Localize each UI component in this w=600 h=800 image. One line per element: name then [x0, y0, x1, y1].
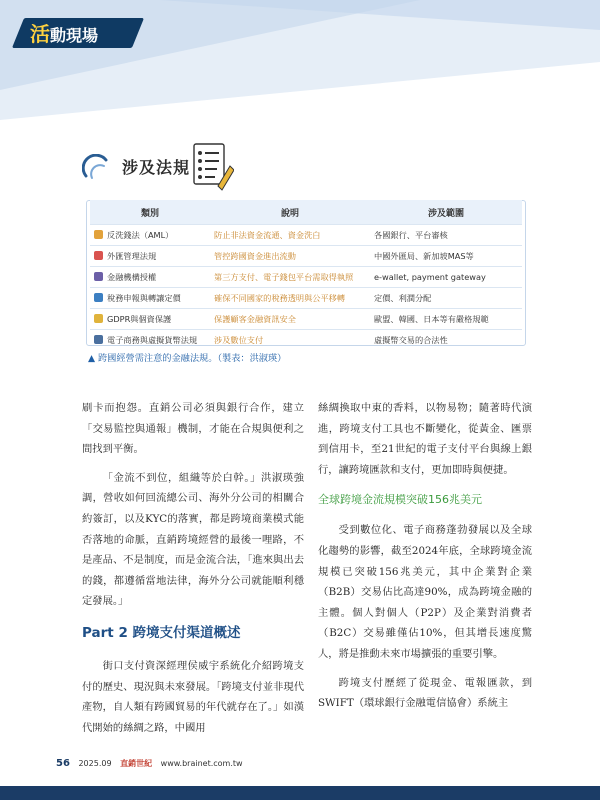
cell-category: [90, 246, 210, 267]
table-row: [90, 267, 522, 288]
chart-icon: [94, 293, 103, 302]
figure-title-wrap: [82, 148, 402, 188]
bank-icon: [94, 230, 103, 239]
cart-icon: [94, 335, 103, 344]
header-category: 類別: [90, 200, 210, 225]
subheading-green: 全球跨境金流規模突破156兆美元: [318, 493, 482, 507]
website-url: www.brainet.com.tw: [160, 759, 243, 768]
category-text: 電子商務與虛擬貨幣法規: [107, 334, 198, 345]
section-label-rest: 動現場: [50, 26, 99, 45]
section-heading-part2: Part 2 跨境支付渠道概述: [82, 624, 241, 641]
issue-date: 2025.09: [78, 759, 112, 768]
paragraph: 「金流不到位，組織等於白幹。」洪淑瑛強調，營收如何回流總公司、海外分公司的相關合約簽訂，以及KYC的落實，都是跨境商業模式能否落地的命脈，直銷跨境經營的最後一哩路，不是產品、不是制度，而是金流合法，「進來與出去的錢，都遵循當地法律，海外分公司就能順利穩定發展。」: [82, 471, 304, 608]
paragraph: 街口支付資深經理侯威宇系統化介紹跨境支付的歷史、現況與未來發展。「跨境支付並非現代產物，自人類有跨國貿易的年代就存在了。」如漢代開始的絲綢之路，中國用: [82, 659, 304, 734]
paragraph: 跨境支付歷經了從現金、電報匯款，到SWIFT（環球銀行金融電信協會）系統主: [318, 676, 532, 710]
cell-scope: 各國銀行、平台審核: [370, 225, 522, 246]
checklist-icon: [190, 140, 234, 196]
category-text: 反洗錢法（AML）: [107, 229, 174, 240]
header-desc: 說明: [210, 200, 370, 225]
table-row: [90, 330, 522, 351]
cell-scope: 歐盟、韓國、日本等有嚴格規範: [370, 309, 522, 330]
section-label-highlight: 活: [30, 22, 50, 46]
category-text: 外匯管理法規: [107, 250, 157, 261]
figure-caption: ▲ 跨國經營需注意的金融法規。（製表：洪淑瑛）: [88, 353, 287, 364]
cell-scope: 虛擬幣交易的合法性: [370, 330, 522, 351]
category-text: GDPR與個資保護: [107, 313, 172, 324]
swoosh-icon: [82, 154, 112, 182]
article-column-left: [82, 398, 304, 746]
building-icon: [94, 272, 103, 281]
category-text: 稅務申報與轉讓定價: [107, 292, 181, 303]
section-label: [30, 21, 98, 47]
regulation-table: [90, 200, 522, 350]
table-row: [90, 309, 522, 330]
lock-icon: [94, 314, 103, 323]
cell-category: [90, 267, 210, 288]
cell-desc: 管控跨國資金進出流動: [210, 246, 370, 267]
table-row: [90, 246, 522, 267]
exchange-icon: [94, 251, 103, 260]
cell-desc: 防止非法資金流通、資金洗白: [210, 225, 370, 246]
cell-desc: 涉及數位支付: [210, 330, 370, 351]
cell-desc: 確保不同國家的稅務透明與公平移轉: [210, 288, 370, 309]
article-column-right: [318, 398, 532, 722]
category-text: 金融機構授權: [107, 271, 157, 282]
paragraph: 刷卡而抱怨。直銷公司必須與銀行合作，建立「交易監控與通報」機制，才能在合規與便利之間找到平衡。: [82, 402, 304, 456]
page-footer: [56, 758, 243, 769]
magazine-logo: 直銷世紀: [120, 759, 153, 768]
cell-desc: 保護顧客金融資訊安全: [210, 309, 370, 330]
cell-category: [90, 330, 210, 351]
page-number: 56: [56, 758, 70, 769]
paragraph: 絲綢換取中東的香料，以物易物；隨著時代演進，跨境支付工具也不斷變化，從黃金、匯票到信用卡，至21世紀的電子支付平台與線上銀行，讓跨境匯款和支付，更加即時與便捷。: [318, 402, 532, 476]
cell-category: [90, 309, 210, 330]
cell-scope: e-wallet, payment gateway: [370, 267, 522, 288]
table-row: [90, 225, 522, 246]
cell-scope: 中國外匯局、新加坡MAS等: [370, 246, 522, 267]
cell-category: [90, 225, 210, 246]
table-header-row: [90, 200, 522, 225]
cell-desc: 第三方支付、電子錢包平台需取得執照: [210, 267, 370, 288]
header-scope: 涉及範圍: [370, 200, 522, 225]
cell-scope: 定價、利潤分配: [370, 288, 522, 309]
cell-category: [90, 288, 210, 309]
figure-title: 涉及法規: [122, 158, 191, 177]
footer-bar: [0, 786, 600, 800]
paragraph: 受到數位化、電子商務蓬勃發展以及全球化趨勢的影響，截至2024年底，全球跨境金流規模已突破156兆美元，其中企業對企業（B2B）交易佔比高達90%，成為跨境金融的主體。個人對個人（P2P）及企業對消費者（B2C）交易雖僅佔10%，但其增長速度驚人，將是推動未來市場擴張的重要引擎。: [318, 524, 532, 660]
table-row: [90, 288, 522, 309]
